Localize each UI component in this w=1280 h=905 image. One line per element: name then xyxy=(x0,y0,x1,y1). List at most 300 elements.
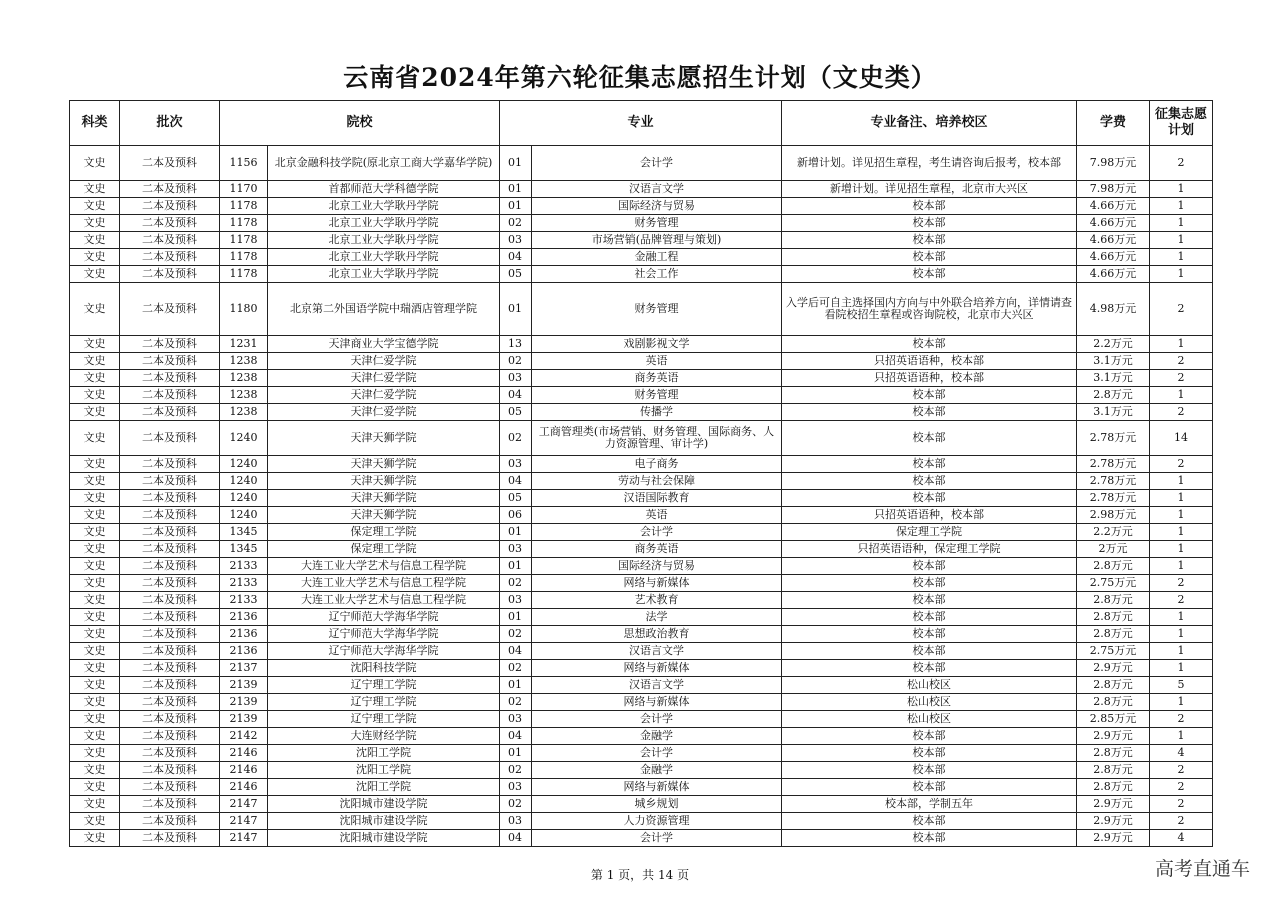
tuition-cell: 2.98万元 xyxy=(1077,507,1150,524)
tuition-cell: 3.1万元 xyxy=(1077,370,1150,387)
batch-cell: 二本及预科 xyxy=(120,677,220,694)
category-cell: 文史 xyxy=(70,336,120,353)
major-code-cell: 02 xyxy=(500,421,532,456)
major-code-cell: 01 xyxy=(500,146,532,181)
notes-cell: 校本部 xyxy=(782,266,1077,283)
quota-cell: 1 xyxy=(1150,609,1213,626)
batch-cell: 二本及预科 xyxy=(120,215,220,232)
batch-cell: 二本及预科 xyxy=(120,421,220,456)
school-code-cell: 2139 xyxy=(220,711,268,728)
school-name-cell: 北京工业大学耿丹学院 xyxy=(268,249,500,266)
batch-cell: 二本及预科 xyxy=(120,198,220,215)
category-cell: 文史 xyxy=(70,524,120,541)
batch-cell: 二本及预科 xyxy=(120,660,220,677)
category-cell: 文史 xyxy=(70,507,120,524)
major-code-cell: 02 xyxy=(500,215,532,232)
category-cell: 文史 xyxy=(70,745,120,762)
category-cell: 文史 xyxy=(70,387,120,404)
major-code-cell: 02 xyxy=(500,762,532,779)
school-code-cell: 2136 xyxy=(220,609,268,626)
category-cell: 文史 xyxy=(70,779,120,796)
batch-cell: 二本及预科 xyxy=(120,541,220,558)
major-code-cell: 03 xyxy=(500,456,532,473)
school-name-cell: 沈阳城市建设学院 xyxy=(268,830,500,847)
table-row xyxy=(70,198,1213,215)
notes-cell: 校本部 xyxy=(782,198,1077,215)
major-code-cell: 02 xyxy=(500,796,532,813)
notes-cell: 校本部 xyxy=(782,592,1077,609)
notes-cell: 校本部 xyxy=(782,575,1077,592)
quota-cell: 2 xyxy=(1150,370,1213,387)
major-code-cell: 01 xyxy=(500,558,532,575)
major-name-cell: 金融学 xyxy=(532,728,782,745)
notes-cell: 校本部 xyxy=(782,473,1077,490)
quota-cell: 1 xyxy=(1150,266,1213,283)
batch-cell: 二本及预科 xyxy=(120,643,220,660)
table-row xyxy=(70,404,1213,421)
notes-cell: 校本部 xyxy=(782,830,1077,847)
major-name-cell: 财务管理 xyxy=(532,387,782,404)
table-row xyxy=(70,473,1213,490)
major-code-cell: 01 xyxy=(500,745,532,762)
major-code-cell: 03 xyxy=(500,541,532,558)
major-name-cell: 会计学 xyxy=(532,711,782,728)
school-code-cell: 1238 xyxy=(220,387,268,404)
school-name-cell: 天津天狮学院 xyxy=(268,507,500,524)
major-name-cell: 劳动与社会保障 xyxy=(532,473,782,490)
batch-cell: 二本及预科 xyxy=(120,711,220,728)
notes-cell: 校本部 xyxy=(782,215,1077,232)
major-code-cell: 03 xyxy=(500,592,532,609)
tuition-cell: 2.8万元 xyxy=(1077,779,1150,796)
major-name-cell: 网络与新媒体 xyxy=(532,575,782,592)
quota-cell: 1 xyxy=(1150,524,1213,541)
school-code-cell: 2147 xyxy=(220,813,268,830)
major-code-cell: 03 xyxy=(500,711,532,728)
category-cell: 文史 xyxy=(70,266,120,283)
quota-cell: 2 xyxy=(1150,592,1213,609)
major-code-cell: 05 xyxy=(500,266,532,283)
notes-cell: 松山校区 xyxy=(782,711,1077,728)
notes-cell: 校本部 xyxy=(782,421,1077,456)
category-cell: 文史 xyxy=(70,660,120,677)
school-name-cell: 辽宁理工学院 xyxy=(268,677,500,694)
notes-cell: 松山校区 xyxy=(782,694,1077,711)
notes-cell: 校本部 xyxy=(782,404,1077,421)
school-name-cell: 大连工业大学艺术与信息工程学院 xyxy=(268,575,500,592)
school-code-cell: 1240 xyxy=(220,421,268,456)
major-name-cell: 法学 xyxy=(532,609,782,626)
school-code-cell: 1240 xyxy=(220,473,268,490)
major-code-cell: 05 xyxy=(500,490,532,507)
quota-cell: 14 xyxy=(1150,421,1213,456)
major-name-cell: 会计学 xyxy=(532,146,782,181)
tuition-cell: 7.98万元 xyxy=(1077,181,1150,198)
school-name-cell: 沈阳工学院 xyxy=(268,779,500,796)
notes-cell: 只招英语语种，校本部 xyxy=(782,353,1077,370)
table-row xyxy=(70,490,1213,507)
quota-cell: 2 xyxy=(1150,779,1213,796)
category-cell: 文史 xyxy=(70,421,120,456)
school-code-cell: 2133 xyxy=(220,592,268,609)
major-name-cell: 商务英语 xyxy=(532,541,782,558)
batch-cell: 二本及预科 xyxy=(120,456,220,473)
category-cell: 文史 xyxy=(70,575,120,592)
school-name-cell: 天津天狮学院 xyxy=(268,421,500,456)
major-name-cell: 电子商务 xyxy=(532,456,782,473)
notes-cell: 校本部 xyxy=(782,609,1077,626)
school-code-cell: 2133 xyxy=(220,575,268,592)
tuition-cell: 2.9万元 xyxy=(1077,813,1150,830)
major-name-cell: 国际经济与贸易 xyxy=(532,198,782,215)
watermark: 高考直通车 xyxy=(1154,858,1250,880)
table-row xyxy=(70,336,1213,353)
header-school: 院校 xyxy=(220,101,500,146)
table-row xyxy=(70,711,1213,728)
category-cell: 文史 xyxy=(70,677,120,694)
major-code-cell: 01 xyxy=(500,677,532,694)
batch-cell: 二本及预科 xyxy=(120,490,220,507)
major-code-cell: 01 xyxy=(500,524,532,541)
page-footer: 第 1 页，共 14 页 xyxy=(590,868,690,882)
major-name-cell: 工商管理类(市场营销、财务管理、国际商务、人力资源管理、审计学) xyxy=(532,421,782,456)
table-row xyxy=(70,643,1213,660)
school-name-cell: 沈阳工学院 xyxy=(268,745,500,762)
batch-cell: 二本及预科 xyxy=(120,609,220,626)
major-name-cell: 汉语言文学 xyxy=(532,643,782,660)
school-code-cell: 2133 xyxy=(220,558,268,575)
notes-cell: 校本部 xyxy=(782,456,1077,473)
batch-cell: 二本及预科 xyxy=(120,575,220,592)
category-cell: 文史 xyxy=(70,283,120,336)
header-quota: 征集志愿计划 xyxy=(1150,101,1213,146)
header-tuition: 学费 xyxy=(1077,101,1150,146)
tuition-cell: 4.66万元 xyxy=(1077,249,1150,266)
major-name-cell: 国际经济与贸易 xyxy=(532,558,782,575)
school-code-cell: 2147 xyxy=(220,796,268,813)
school-name-cell: 保定理工学院 xyxy=(268,524,500,541)
table-row xyxy=(70,575,1213,592)
table-row xyxy=(70,181,1213,198)
major-code-cell: 05 xyxy=(500,404,532,421)
major-name-cell: 会计学 xyxy=(532,830,782,847)
notes-cell: 校本部 xyxy=(782,336,1077,353)
notes-cell: 校本部 xyxy=(782,728,1077,745)
category-cell: 文史 xyxy=(70,181,120,198)
table-row xyxy=(70,796,1213,813)
school-name-cell: 天津天狮学院 xyxy=(268,490,500,507)
notes-cell: 只招英语语种，校本部 xyxy=(782,370,1077,387)
quota-cell: 2 xyxy=(1150,456,1213,473)
quota-cell: 1 xyxy=(1150,660,1213,677)
school-code-cell: 1238 xyxy=(220,370,268,387)
tuition-cell: 2.9万元 xyxy=(1077,796,1150,813)
notes-cell: 校本部 xyxy=(782,232,1077,249)
table-row xyxy=(70,215,1213,232)
batch-cell: 二本及预科 xyxy=(120,796,220,813)
school-name-cell: 首都师范大学科德学院 xyxy=(268,181,500,198)
major-name-cell: 人力资源管理 xyxy=(532,813,782,830)
batch-cell: 二本及预科 xyxy=(120,762,220,779)
major-name-cell: 网络与新媒体 xyxy=(532,660,782,677)
major-name-cell: 英语 xyxy=(532,507,782,524)
major-name-cell: 艺术教育 xyxy=(532,592,782,609)
notes-cell: 校本部 xyxy=(782,643,1077,660)
major-code-cell: 02 xyxy=(500,694,532,711)
tuition-cell: 2.78万元 xyxy=(1077,473,1150,490)
school-name-cell: 保定理工学院 xyxy=(268,541,500,558)
tuition-cell: 2.85万元 xyxy=(1077,711,1150,728)
notes-cell: 新增计划。详见招生章程，考生请咨询后报考，校本部 xyxy=(782,146,1077,181)
table-row xyxy=(70,779,1213,796)
school-code-cell: 1238 xyxy=(220,404,268,421)
school-name-cell: 北京工业大学耿丹学院 xyxy=(268,215,500,232)
notes-cell: 校本部 xyxy=(782,558,1077,575)
school-name-cell: 北京工业大学耿丹学院 xyxy=(268,232,500,249)
batch-cell: 二本及预科 xyxy=(120,232,220,249)
batch-cell: 二本及预科 xyxy=(120,387,220,404)
batch-cell: 二本及预科 xyxy=(120,507,220,524)
table-row xyxy=(70,609,1213,626)
quota-cell: 1 xyxy=(1150,198,1213,215)
enrollment-plan-table xyxy=(69,100,1213,847)
quota-cell: 1 xyxy=(1150,249,1213,266)
category-cell: 文史 xyxy=(70,249,120,266)
major-code-cell: 01 xyxy=(500,283,532,336)
major-code-cell: 04 xyxy=(500,643,532,660)
school-name-cell: 大连工业大学艺术与信息工程学院 xyxy=(268,592,500,609)
school-code-cell: 1178 xyxy=(220,198,268,215)
notes-cell: 校本部 xyxy=(782,745,1077,762)
notes-cell: 入学后可自主选择国内方向与中外联合培养方向，详情请查看院校招生章程或咨询院校，北京市大兴区 xyxy=(782,283,1077,336)
quota-cell: 1 xyxy=(1150,490,1213,507)
category-cell: 文史 xyxy=(70,558,120,575)
header-batch: 批次 xyxy=(120,101,220,146)
major-name-cell: 市场营销(品牌管理与策划) xyxy=(532,232,782,249)
table-row xyxy=(70,507,1213,524)
tuition-cell: 3.1万元 xyxy=(1077,353,1150,370)
major-code-cell: 02 xyxy=(500,353,532,370)
category-cell: 文史 xyxy=(70,711,120,728)
tuition-cell: 4.66万元 xyxy=(1077,266,1150,283)
tuition-cell: 2.8万元 xyxy=(1077,609,1150,626)
tuition-cell: 2.8万元 xyxy=(1077,745,1150,762)
school-code-cell: 1178 xyxy=(220,232,268,249)
major-code-cell: 01 xyxy=(500,609,532,626)
tuition-cell: 2.8万元 xyxy=(1077,762,1150,779)
category-cell: 文史 xyxy=(70,796,120,813)
school-name-cell: 天津天狮学院 xyxy=(268,473,500,490)
major-name-cell: 戏剧影视文学 xyxy=(532,336,782,353)
tuition-cell: 2.75万元 xyxy=(1077,575,1150,592)
major-code-cell: 03 xyxy=(500,370,532,387)
notes-cell: 校本部 xyxy=(782,660,1077,677)
major-code-cell: 03 xyxy=(500,779,532,796)
notes-cell: 保定理工学院 xyxy=(782,524,1077,541)
school-name-cell: 北京金融科技学院(原北京工商大学嘉华学院) xyxy=(268,146,500,181)
batch-cell: 二本及预科 xyxy=(120,404,220,421)
school-name-cell: 辽宁理工学院 xyxy=(268,694,500,711)
category-cell: 文史 xyxy=(70,490,120,507)
quota-cell: 1 xyxy=(1150,626,1213,643)
batch-cell: 二本及预科 xyxy=(120,626,220,643)
batch-cell: 二本及预科 xyxy=(120,370,220,387)
major-code-cell: 03 xyxy=(500,813,532,830)
school-name-cell: 辽宁师范大学海华学院 xyxy=(268,643,500,660)
quota-cell: 1 xyxy=(1150,643,1213,660)
notes-cell: 松山校区 xyxy=(782,677,1077,694)
school-code-cell: 1345 xyxy=(220,524,268,541)
major-code-cell: 04 xyxy=(500,473,532,490)
batch-cell: 二本及预科 xyxy=(120,353,220,370)
quota-cell: 4 xyxy=(1150,830,1213,847)
batch-cell: 二本及预科 xyxy=(120,558,220,575)
header-major: 专业 xyxy=(500,101,782,146)
school-code-cell: 1180 xyxy=(220,283,268,336)
table-row xyxy=(70,456,1213,473)
notes-cell: 新增计划。详见招生章程，北京市大兴区 xyxy=(782,181,1077,198)
category-cell: 文史 xyxy=(70,643,120,660)
quota-cell: 2 xyxy=(1150,711,1213,728)
quota-cell: 2 xyxy=(1150,404,1213,421)
batch-cell: 二本及预科 xyxy=(120,728,220,745)
major-name-cell: 社会工作 xyxy=(532,266,782,283)
major-name-cell: 汉语国际教育 xyxy=(532,490,782,507)
table-row xyxy=(70,283,1213,336)
table-row xyxy=(70,558,1213,575)
batch-cell: 二本及预科 xyxy=(120,473,220,490)
category-cell: 文史 xyxy=(70,728,120,745)
quota-cell: 1 xyxy=(1150,181,1213,198)
table-row xyxy=(70,660,1213,677)
batch-cell: 二本及预科 xyxy=(120,249,220,266)
batch-cell: 二本及预科 xyxy=(120,266,220,283)
tuition-cell: 2.8万元 xyxy=(1077,694,1150,711)
school-name-cell: 天津天狮学院 xyxy=(268,456,500,473)
school-code-cell: 1238 xyxy=(220,353,268,370)
quota-cell: 1 xyxy=(1150,232,1213,249)
school-code-cell: 2146 xyxy=(220,745,268,762)
school-code-cell: 2146 xyxy=(220,762,268,779)
category-cell: 文史 xyxy=(70,541,120,558)
school-code-cell: 2139 xyxy=(220,677,268,694)
school-code-cell: 1345 xyxy=(220,541,268,558)
batch-cell: 二本及预科 xyxy=(120,181,220,198)
table-row xyxy=(70,745,1213,762)
quota-cell: 1 xyxy=(1150,728,1213,745)
notes-cell: 只招英语语种，保定理工学院 xyxy=(782,541,1077,558)
table-row xyxy=(70,813,1213,830)
batch-cell: 二本及预科 xyxy=(120,336,220,353)
school-name-cell: 天津仁爱学院 xyxy=(268,353,500,370)
school-code-cell: 1240 xyxy=(220,507,268,524)
major-code-cell: 04 xyxy=(500,728,532,745)
quota-cell: 1 xyxy=(1150,215,1213,232)
major-code-cell: 04 xyxy=(500,830,532,847)
school-name-cell: 大连财经学院 xyxy=(268,728,500,745)
tuition-cell: 2.8万元 xyxy=(1077,677,1150,694)
table-row xyxy=(70,421,1213,456)
major-code-cell: 02 xyxy=(500,626,532,643)
school-code-cell: 1231 xyxy=(220,336,268,353)
table-row xyxy=(70,728,1213,745)
category-cell: 文史 xyxy=(70,456,120,473)
category-cell: 文史 xyxy=(70,146,120,181)
school-code-cell: 2136 xyxy=(220,626,268,643)
major-name-cell: 网络与新媒体 xyxy=(532,694,782,711)
batch-cell: 二本及预科 xyxy=(120,592,220,609)
table-header-row xyxy=(70,101,1213,146)
tuition-cell: 2万元 xyxy=(1077,541,1150,558)
quota-cell: 2 xyxy=(1150,762,1213,779)
table-row xyxy=(70,677,1213,694)
category-cell: 文史 xyxy=(70,353,120,370)
table-body xyxy=(70,146,1213,847)
category-cell: 文史 xyxy=(70,830,120,847)
school-code-cell: 2139 xyxy=(220,694,268,711)
major-name-cell: 金融工程 xyxy=(532,249,782,266)
major-name-cell: 思想政治教育 xyxy=(532,626,782,643)
quota-cell: 2 xyxy=(1150,283,1213,336)
notes-cell: 校本部 xyxy=(782,626,1077,643)
table-row xyxy=(70,249,1213,266)
batch-cell: 二本及预科 xyxy=(120,745,220,762)
notes-cell: 校本部 xyxy=(782,490,1077,507)
school-code-cell: 1178 xyxy=(220,249,268,266)
category-cell: 文史 xyxy=(70,473,120,490)
quota-cell: 1 xyxy=(1150,507,1213,524)
table-row xyxy=(70,694,1213,711)
school-name-cell: 天津仁爱学院 xyxy=(268,387,500,404)
major-name-cell: 城乡规划 xyxy=(532,796,782,813)
school-name-cell: 北京第二外国语学院中瑞酒店管理学院 xyxy=(268,283,500,336)
quota-cell: 1 xyxy=(1150,541,1213,558)
tuition-cell: 2.75万元 xyxy=(1077,643,1150,660)
school-code-cell: 2147 xyxy=(220,830,268,847)
batch-cell: 二本及预科 xyxy=(120,283,220,336)
school-name-cell: 沈阳科技学院 xyxy=(268,660,500,677)
school-name-cell: 大连工业大学艺术与信息工程学院 xyxy=(268,558,500,575)
table-row xyxy=(70,370,1213,387)
table-row xyxy=(70,232,1213,249)
quota-cell: 1 xyxy=(1150,387,1213,404)
quota-cell: 5 xyxy=(1150,677,1213,694)
school-code-cell: 2136 xyxy=(220,643,268,660)
header-category: 科类 xyxy=(70,101,120,146)
major-code-cell: 01 xyxy=(500,181,532,198)
notes-cell: 校本部 xyxy=(782,779,1077,796)
batch-cell: 二本及预科 xyxy=(120,830,220,847)
quota-cell: 2 xyxy=(1150,813,1213,830)
major-name-cell: 会计学 xyxy=(532,745,782,762)
school-code-cell: 2137 xyxy=(220,660,268,677)
tuition-cell: 2.78万元 xyxy=(1077,490,1150,507)
table-row xyxy=(70,762,1213,779)
tuition-cell: 4.66万元 xyxy=(1077,198,1150,215)
notes-cell: 只招英语语种，校本部 xyxy=(782,507,1077,524)
school-code-cell: 1178 xyxy=(220,266,268,283)
quota-cell: 1 xyxy=(1150,694,1213,711)
table-row xyxy=(70,626,1213,643)
notes-cell: 校本部 xyxy=(782,387,1077,404)
category-cell: 文史 xyxy=(70,232,120,249)
major-code-cell: 13 xyxy=(500,336,532,353)
school-name-cell: 天津仁爱学院 xyxy=(268,404,500,421)
table-row xyxy=(70,387,1213,404)
table-row xyxy=(70,830,1213,847)
quota-cell: 2 xyxy=(1150,353,1213,370)
category-cell: 文史 xyxy=(70,215,120,232)
